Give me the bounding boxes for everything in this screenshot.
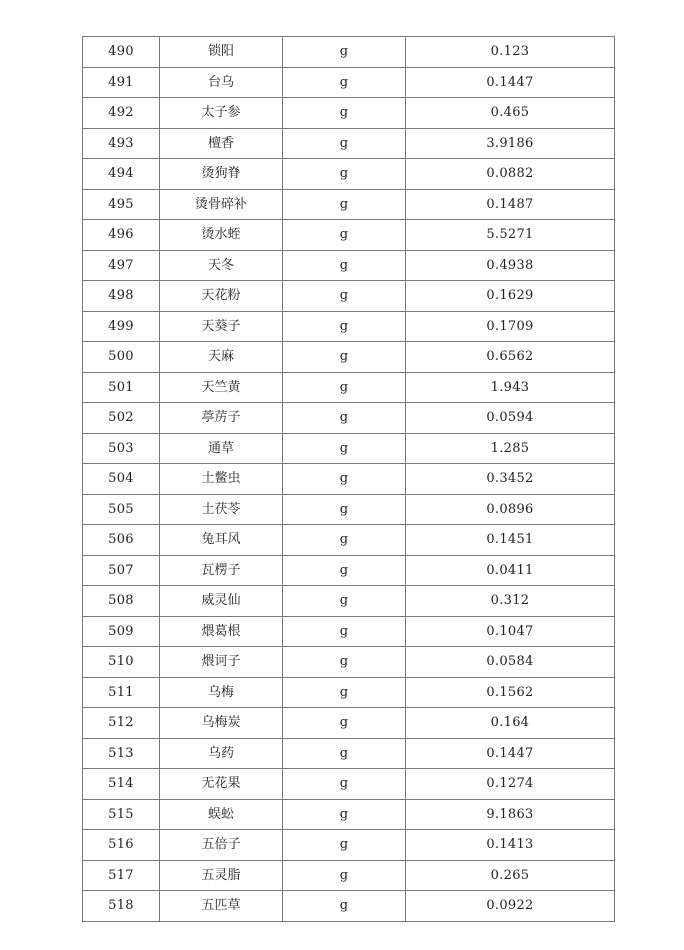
table-row	[83, 311, 615, 342]
table-row	[83, 281, 615, 312]
unit-cell: g	[283, 159, 406, 190]
unit-price-cell: 0.1709	[406, 311, 615, 342]
unit-price-cell: 0.0411	[406, 555, 615, 586]
table-row	[83, 860, 615, 891]
unit-price-cell: 0.1447	[406, 67, 615, 98]
table-row	[83, 67, 615, 98]
row-number-cell: 518	[83, 891, 160, 922]
unit-price-cell: 0.0594	[406, 403, 615, 434]
row-number-cell: 510	[83, 647, 160, 678]
unit-price-cell: 0.6562	[406, 342, 615, 373]
row-number-cell: 513	[83, 738, 160, 769]
unit-price-cell: 0.0882	[406, 159, 615, 190]
herb-name-cell: 五灵脂	[160, 860, 283, 891]
unit-cell: g	[283, 128, 406, 159]
unit-price-cell: 0.0584	[406, 647, 615, 678]
table-row	[83, 891, 615, 922]
unit-price-cell: 0.1047	[406, 616, 615, 647]
unit-cell: g	[283, 647, 406, 678]
row-number-cell: 508	[83, 586, 160, 617]
row-number-cell: 502	[83, 403, 160, 434]
unit-cell: g	[283, 586, 406, 617]
unit-cell: g	[283, 433, 406, 464]
unit-cell: g	[283, 738, 406, 769]
table-row	[83, 128, 615, 159]
herb-name-cell: 天竺黄	[160, 372, 283, 403]
table-row	[83, 403, 615, 434]
row-number-cell: 491	[83, 67, 160, 98]
row-number-cell: 516	[83, 830, 160, 861]
row-number-cell: 496	[83, 220, 160, 251]
unit-price-cell: 0.465	[406, 98, 615, 129]
table-row	[83, 159, 615, 190]
unit-cell: g	[283, 891, 406, 922]
row-number-cell: 507	[83, 555, 160, 586]
row-number-cell: 515	[83, 799, 160, 830]
unit-price-cell: 0.164	[406, 708, 615, 739]
unit-cell: g	[283, 67, 406, 98]
unit-price-cell: 0.1447	[406, 738, 615, 769]
table-row	[83, 494, 615, 525]
table-row	[83, 250, 615, 281]
herb-name-cell: 乌药	[160, 738, 283, 769]
unit-cell: g	[283, 189, 406, 220]
unit-price-cell: 0.0922	[406, 891, 615, 922]
herb-name-cell: 兔耳风	[160, 525, 283, 556]
unit-price-cell: 0.123	[406, 37, 615, 68]
unit-cell: g	[283, 708, 406, 739]
table-row	[83, 555, 615, 586]
herb-name-cell: 通草	[160, 433, 283, 464]
table-row	[83, 220, 615, 251]
row-number-cell: 494	[83, 159, 160, 190]
row-number-cell: 504	[83, 464, 160, 495]
table-row	[83, 464, 615, 495]
unit-cell: g	[283, 311, 406, 342]
unit-price-cell: 0.312	[406, 586, 615, 617]
row-number-cell: 493	[83, 128, 160, 159]
table-row	[83, 616, 615, 647]
row-number-cell: 490	[83, 37, 160, 68]
unit-price-cell: 5.5271	[406, 220, 615, 251]
row-number-cell: 503	[83, 433, 160, 464]
herb-name-cell: 土茯苓	[160, 494, 283, 525]
row-number-cell: 500	[83, 342, 160, 373]
unit-price-cell: 0.265	[406, 860, 615, 891]
unit-price-cell: 0.4938	[406, 250, 615, 281]
herb-name-cell: 台乌	[160, 67, 283, 98]
table-row	[83, 677, 615, 708]
unit-cell: g	[283, 616, 406, 647]
unit-cell: g	[283, 769, 406, 800]
unit-cell: g	[283, 799, 406, 830]
table-row	[83, 647, 615, 678]
table-row	[83, 525, 615, 556]
unit-cell: g	[283, 403, 406, 434]
unit-price-cell: 0.1451	[406, 525, 615, 556]
unit-cell: g	[283, 525, 406, 556]
unit-cell: g	[283, 464, 406, 495]
table-row	[83, 586, 615, 617]
herb-name-cell: 乌梅炭	[160, 708, 283, 739]
unit-price-cell: 0.1562	[406, 677, 615, 708]
herb-name-cell: 锁阳	[160, 37, 283, 68]
table-row	[83, 799, 615, 830]
herb-name-cell: 太子参	[160, 98, 283, 129]
herb-name-cell: 无花果	[160, 769, 283, 800]
unit-price-cell: 0.0896	[406, 494, 615, 525]
table-row	[83, 830, 615, 861]
herb-name-cell: 五倍子	[160, 830, 283, 861]
unit-cell: g	[283, 677, 406, 708]
table-row	[83, 738, 615, 769]
herb-price-table	[82, 36, 615, 922]
unit-price-cell: 0.1487	[406, 189, 615, 220]
unit-cell: g	[283, 281, 406, 312]
unit-cell: g	[283, 830, 406, 861]
table-row	[83, 708, 615, 739]
herb-name-cell: 威灵仙	[160, 586, 283, 617]
row-number-cell: 512	[83, 708, 160, 739]
table-row	[83, 37, 615, 68]
table-row	[83, 189, 615, 220]
herb-name-cell: 天冬	[160, 250, 283, 281]
table-row	[83, 342, 615, 373]
herb-name-cell: 煨诃子	[160, 647, 283, 678]
herb-name-cell: 煨葛根	[160, 616, 283, 647]
row-number-cell: 517	[83, 860, 160, 891]
herb-name-cell: 烫水蛭	[160, 220, 283, 251]
row-number-cell: 495	[83, 189, 160, 220]
table-body	[83, 37, 615, 922]
unit-cell: g	[283, 555, 406, 586]
row-number-cell: 497	[83, 250, 160, 281]
herb-name-cell: 五匹草	[160, 891, 283, 922]
table-row	[83, 372, 615, 403]
row-number-cell: 501	[83, 372, 160, 403]
herb-name-cell: 瓦楞子	[160, 555, 283, 586]
unit-cell: g	[283, 494, 406, 525]
unit-price-cell: 3.9186	[406, 128, 615, 159]
unit-cell: g	[283, 98, 406, 129]
table-row	[83, 769, 615, 800]
unit-cell: g	[283, 342, 406, 373]
herb-name-cell: 葶苈子	[160, 403, 283, 434]
unit-cell: g	[283, 372, 406, 403]
table-row	[83, 433, 615, 464]
row-number-cell: 498	[83, 281, 160, 312]
herb-name-cell: 乌梅	[160, 677, 283, 708]
row-number-cell: 492	[83, 98, 160, 129]
herb-name-cell: 天麻	[160, 342, 283, 373]
unit-price-cell: 1.943	[406, 372, 615, 403]
herb-name-cell: 烫狗脊	[160, 159, 283, 190]
unit-price-cell: 1.285	[406, 433, 615, 464]
herb-name-cell: 檀香	[160, 128, 283, 159]
unit-price-cell: 0.1274	[406, 769, 615, 800]
unit-cell: g	[283, 37, 406, 68]
row-number-cell: 506	[83, 525, 160, 556]
herb-name-cell: 天葵子	[160, 311, 283, 342]
unit-price-cell: 0.1629	[406, 281, 615, 312]
herb-name-cell: 土鳖虫	[160, 464, 283, 495]
row-number-cell: 505	[83, 494, 160, 525]
unit-cell: g	[283, 860, 406, 891]
unit-price-cell: 0.1413	[406, 830, 615, 861]
row-number-cell: 509	[83, 616, 160, 647]
unit-price-cell: 0.3452	[406, 464, 615, 495]
unit-price-cell: 9.1863	[406, 799, 615, 830]
unit-cell: g	[283, 220, 406, 251]
herb-name-cell: 烫骨碎补	[160, 189, 283, 220]
unit-cell: g	[283, 250, 406, 281]
row-number-cell: 514	[83, 769, 160, 800]
herb-name-cell: 蜈蚣	[160, 799, 283, 830]
row-number-cell: 499	[83, 311, 160, 342]
row-number-cell: 511	[83, 677, 160, 708]
table-row	[83, 98, 615, 129]
herb-name-cell: 天花粉	[160, 281, 283, 312]
